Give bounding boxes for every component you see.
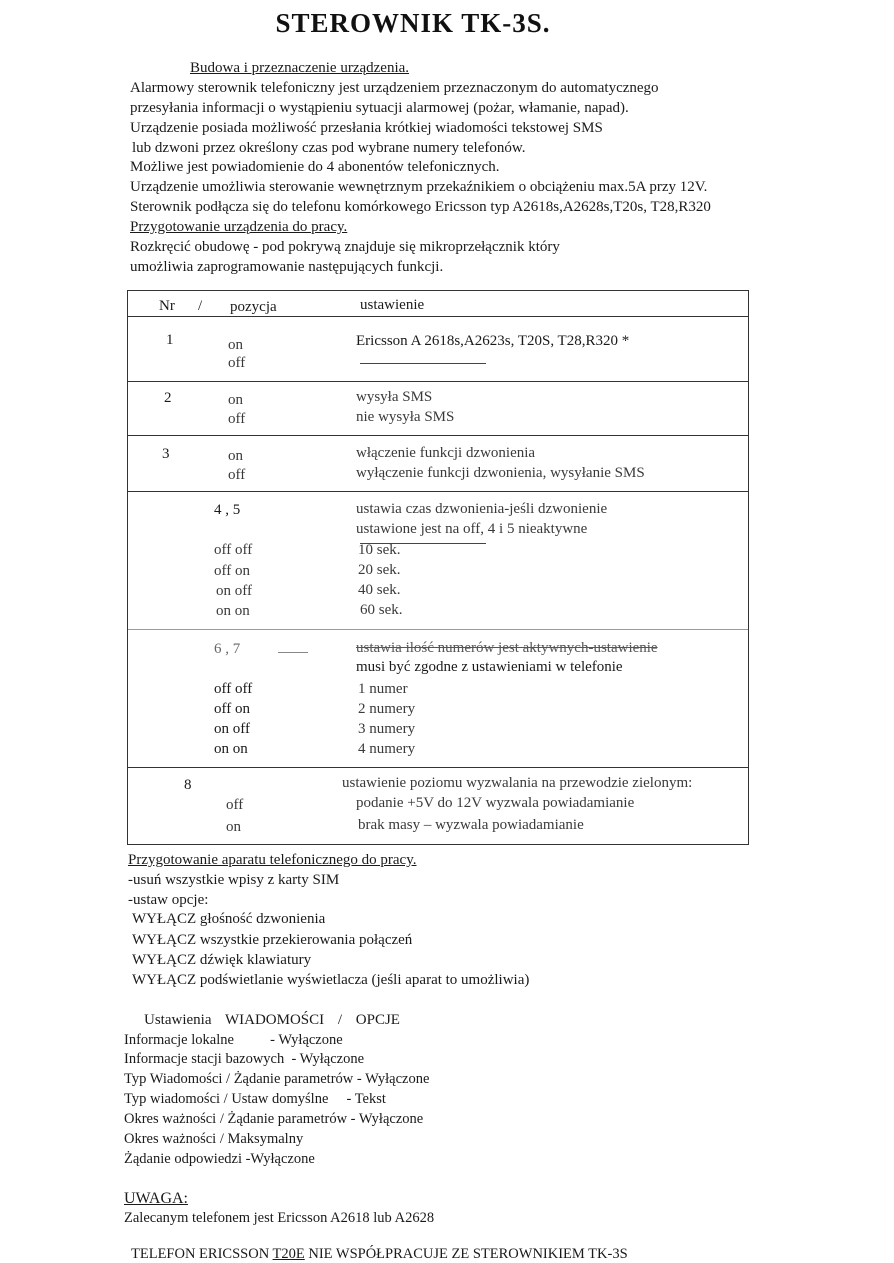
phone-prep-line: -ustaw opcje: (128, 892, 209, 908)
section-heading-phone-prep: Przygotowanie aparatu telefonicznego do pracy. (128, 852, 417, 868)
phone-prep-line: -usuń wszystkie wpisy z karty SIM (128, 872, 340, 888)
row45-combo-pos: off on (214, 563, 250, 579)
phone-prep-line: WYŁĄCZ wszystkie przekierowania połączeń (132, 932, 413, 948)
header-pozycja: pozycja (230, 299, 277, 315)
header-ustawienie: ustawienie (360, 297, 425, 313)
warning-line-2 (124, 1229, 628, 1263)
warning-line-2-part: NIE WSPÓŁPRACUJE ZE STEROWNIKIEM TK-3S (304, 1246, 628, 1262)
row45-combo-pos: on on (216, 603, 250, 619)
warning-line-1: Zalecanym telefonem jest Ericsson A2618 lub A2628 (124, 1210, 435, 1226)
phone-prep-line: WYŁĄCZ dźwięk klawiatury (132, 952, 312, 968)
row3-setting-on: włączenie funkcji dzwonienia (356, 445, 536, 461)
settings-line: Żądanie odpowiedzi -Wyłączone (124, 1151, 315, 1167)
paragraph-line: Alarmowy sterownik telefoniczny jest urządzeniem przeznaczonym do automatycznego (130, 80, 659, 96)
row67-combo-val: 3 numery (358, 721, 416, 737)
row45-combo-val: 60 sek. (360, 602, 403, 618)
paragraph-line: przesyłania informacji o wystąpieniu sytuacji alarmowej (pożar, włamanie, napad). (130, 100, 629, 116)
warning-line-2-part: TELEFON ERICSSON (131, 1246, 273, 1262)
row67-dash (278, 652, 308, 653)
warning-model-t20e: T20E (272, 1246, 305, 1262)
settings-heading: Ustawienia WIADOMOŚCI / OPCJE (144, 1012, 400, 1028)
row67-combo-val: 2 numery (358, 701, 416, 717)
row67-combo-pos: on off (214, 721, 250, 737)
row45-combo-pos: off off (214, 542, 253, 558)
section-heading-construction: Budowa i przeznaczenie urządzenia. (190, 60, 410, 76)
row45-combo-val: 10 sek. (358, 542, 401, 558)
header-slash: / (198, 298, 203, 314)
row1-pos-on: on (228, 337, 243, 353)
section-heading-preparation: Przygotowanie urządzenia do pracy. (130, 219, 348, 235)
row2-setting-on: wysyła SMS (356, 389, 433, 405)
row3-nr: 3 (162, 446, 170, 462)
header-nr: Nr (159, 298, 175, 314)
row8-pos-off: off (226, 797, 244, 813)
row45-combo-val: 20 sek. (358, 562, 401, 578)
row1-setting-on: Ericsson A 2618s,A2623s, T20S, T28,R320 * (356, 333, 630, 349)
row67-combo-pos: on on (214, 741, 248, 757)
settings-line: Typ wiadomości / Ustaw domyślne - Tekst (124, 1091, 386, 1107)
paragraph-line: Rozkręcić obudowę - pod pokrywą znajduje się mikroprzełącznik który (130, 239, 560, 255)
row-divider (128, 629, 748, 630)
row8-setting-off: podanie +5V do 12V wyzwala powiadamianie (356, 795, 635, 811)
row2-nr: 2 (164, 390, 172, 406)
row67-desc: ustawia ilość numerów jest aktywnych-ustawienie (356, 640, 658, 656)
settings-line: Informacje lokalne - Wyłączone (124, 1032, 343, 1048)
phone-prep-line: WYŁĄCZ głośność dzwonienia (132, 911, 326, 927)
settings-line: Okres ważności / Żądanie parametrów - Wyłączone (124, 1111, 424, 1127)
row45-combo-pos: on off (216, 583, 252, 599)
settings-line: Typ Wiadomości / Żądanie parametrów - Wyłączone (124, 1071, 430, 1087)
row67-combo-pos: off on (214, 701, 250, 717)
row-divider (128, 491, 748, 492)
row1-nr: 1 (166, 332, 174, 348)
row45-combo-val: 40 sek. (358, 582, 401, 598)
dip-switch-table (127, 290, 749, 845)
row1-setting-off-blank (360, 363, 486, 364)
row67-combo-val: 1 numer (358, 681, 408, 697)
row8-desc: ustawienie poziomu wyzwalania na przewodzie zielonym: (342, 775, 693, 791)
row45-desc: ustawia czas dzwonienia-jeśli dzwonienie (356, 501, 608, 517)
row45-nr: 4 , 5 (214, 502, 241, 518)
phone-prep-line: WYŁĄCZ podświetlanie wyświetlacza (jeśli aparat to umożliwia) (132, 972, 530, 988)
row67-combo-pos: off off (214, 681, 253, 697)
row3-setting-off: wyłączenie funkcji dzwonienia, wysyłanie SMS (356, 465, 645, 481)
page-title: STEROWNIK TK-3S. (275, 8, 551, 38)
warning-heading: UWAGA: (124, 1190, 188, 1207)
row-divider (128, 316, 748, 317)
row2-pos-off: off (228, 411, 246, 427)
row-divider (128, 435, 748, 436)
row67-combo-val: 4 numery (358, 741, 416, 757)
row2-pos-on: on (228, 392, 243, 408)
paragraph-line: lub dzwoni przez określony czas pod wybrane numery telefonów. (132, 140, 526, 156)
row8-pos-on: on (226, 819, 241, 835)
row67-nr: 6 , 7 (214, 641, 241, 657)
row-divider (128, 381, 748, 382)
paragraph-line: Urządzenie umożliwia sterowanie wewnętrznym przekaźnikiem o obciążeniu max.5A przy 12V. (130, 179, 708, 195)
row2-setting-off: nie wysyła SMS (356, 409, 455, 425)
paragraph-line: Urządzenie posiada możliwość przesłania krótkiej wiadomości tekstowej SMS (130, 120, 603, 136)
row67-desc: musi być zgodne z ustawieniami w telefonie (356, 659, 623, 675)
paragraph-line: Sterownik podłącza się do telefonu komórkowego Ericsson typ A2618s,A2628s,T20s, T28,R320 (130, 199, 711, 215)
row3-pos-on: on (228, 448, 243, 464)
paragraph-line: Możliwe jest powiadomienie do 4 abonentów telefonicznych. (130, 159, 500, 175)
row1-pos-off: off (228, 355, 246, 371)
settings-line: Okres ważności / Maksymalny (124, 1131, 304, 1147)
row8-setting-on: brak masy – wyzwala powiadamianie (358, 817, 584, 833)
row8-nr: 8 (184, 777, 192, 793)
settings-line: Informacje stacji bazowych - Wyłączone (124, 1051, 365, 1067)
row3-pos-off: off (228, 467, 246, 483)
row45-desc: ustawione jest na off, 4 i 5 nieaktywne (356, 521, 588, 537)
row-divider (128, 767, 748, 768)
paragraph-line: umożliwia zaprogramowanie następujących funkcji. (130, 259, 444, 275)
